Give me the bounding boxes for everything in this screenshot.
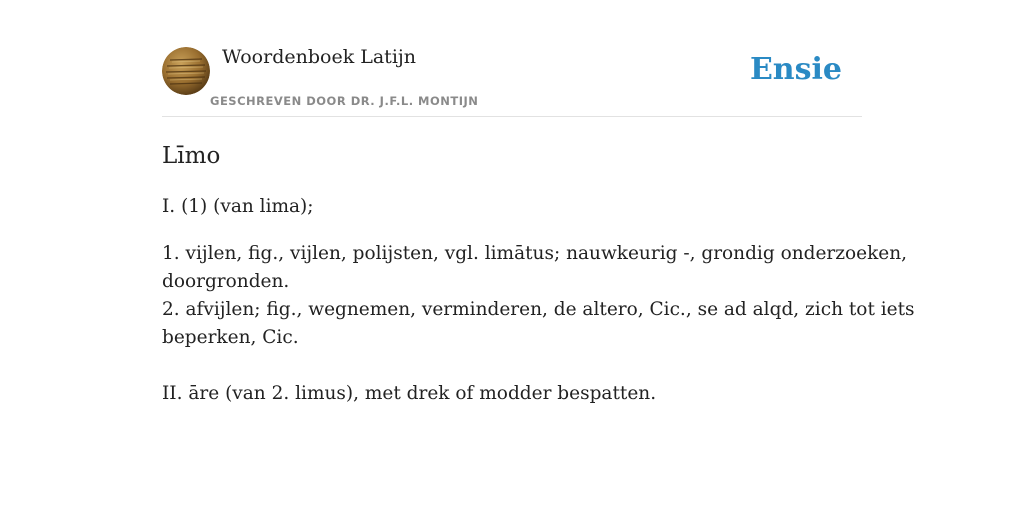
sense-1-definitions [162,240,915,352]
entry-content [162,141,915,408]
definition-line: beperken, Cic. [162,327,299,348]
coin-inscription-icon[interactable] [162,47,210,95]
header [162,0,862,117]
definition-line: 2. afvijlen; fig., wegnemen, verminderen, de altero, Cic., se ad alqd, zich tot iets [162,299,915,320]
page-container [162,0,915,408]
author-credit: GESCHREVEN DOOR DR. J.F.L. MONTIJN [210,94,479,108]
dictionary-title[interactable]: Woordenboek Latijn [222,46,417,68]
sense-1-intro: I. (1) (van lima); [162,196,314,217]
entry-headword: Līmo [162,143,221,169]
definition-line: doorgronden. [162,271,290,292]
definition-line: 1. vijlen, fig., vijlen, polijsten, vgl. limātus; nauwkeurig -, grondig onderzoeken, [162,243,908,264]
sense-2: II. āre (van 2. limus), met drek of modder bespatten. [162,383,657,404]
ensie-logo-link[interactable]: Ensie [749,52,842,87]
